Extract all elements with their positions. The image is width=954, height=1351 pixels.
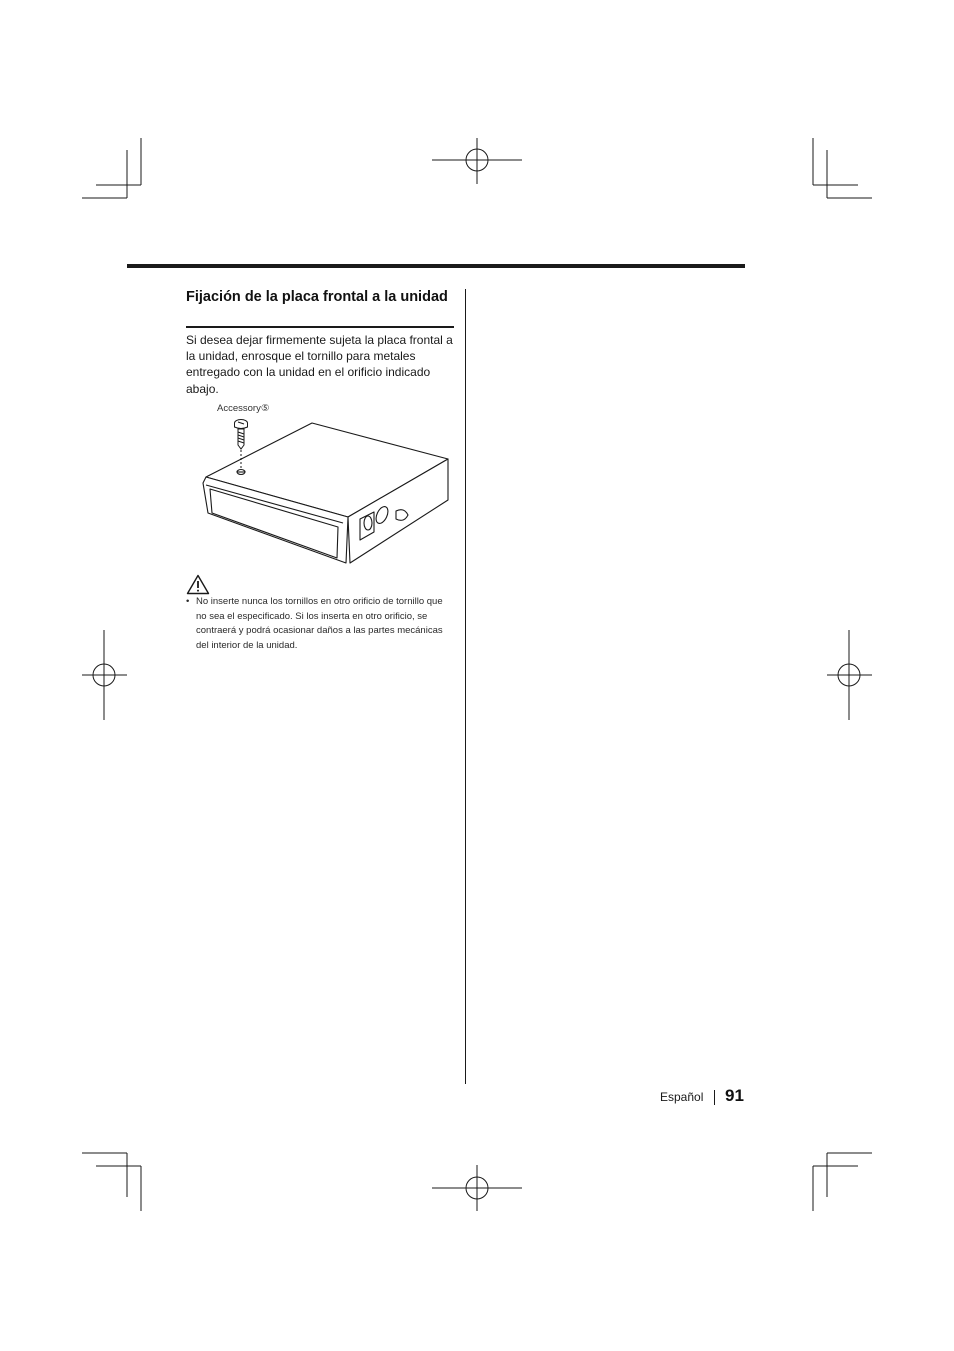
warning-bullet [186, 595, 451, 653]
screw-and-unit-illustration [198, 415, 453, 570]
footer-separator [714, 1090, 715, 1105]
page-number: 91 [725, 1086, 744, 1105]
header-rule [127, 264, 745, 268]
figure-caption: Accessory⑤ [217, 403, 270, 414]
warning-triangle-icon [186, 574, 210, 595]
warning-text: No inserte nunca los tornillos en otro orificio de tornillo que no sea el especificado. Si los inserta en otro orificio, se contraerá y podrá ocasionar daños a las partes mecánicas del interior de la unidad. [196, 596, 443, 651]
section-title: Fijación de la placa frontal a la unidad [186, 289, 448, 305]
column-divider [465, 289, 466, 1084]
bullet-dot: • [186, 596, 190, 607]
section-body: Si desea dejar firmemente sujeta la placa frontal a la unidad, enrosque el tornillo para metales entregado con la unidad en el orificio indicado abajo. [186, 333, 453, 396]
footer-language: Español [660, 1090, 704, 1104]
section-title-underline [186, 326, 454, 328]
